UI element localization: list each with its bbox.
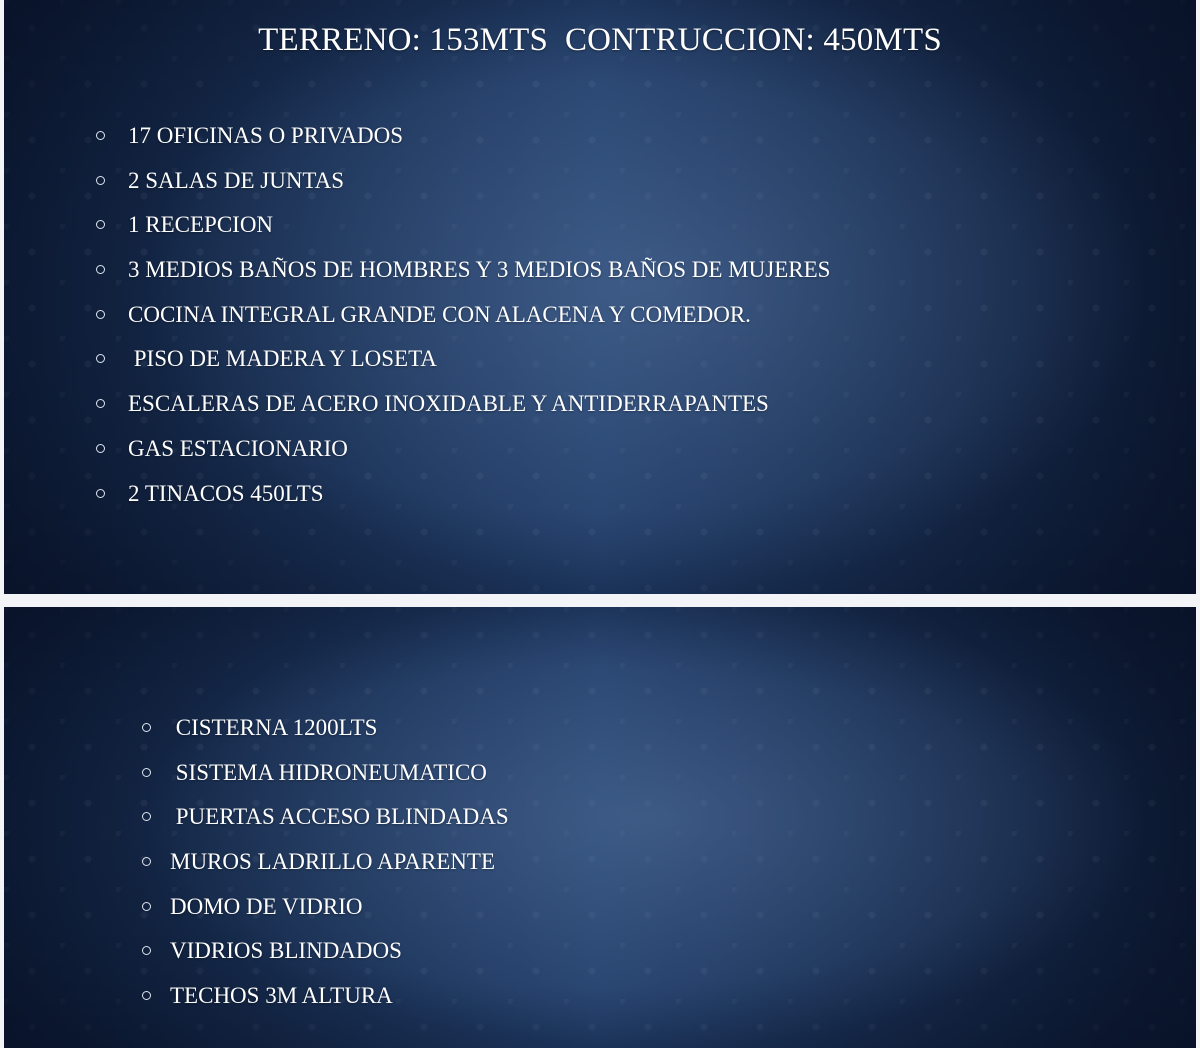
circle-bullet-icon <box>142 991 151 1000</box>
circle-bullet-icon <box>142 768 151 777</box>
circle-bullet-icon <box>96 444 105 453</box>
slide-title: TERRENO: 153MTS CONTRUCCION: 450MTS <box>258 22 942 58</box>
circle-bullet-icon <box>96 220 105 229</box>
slide-top: TERRENO: 153MTS CONTRUCCION: 450MTS 17 OFICINAS O PRIVADOS 2 SALAS DE JUNTAS 1 RECEPCION 3 MEDIOS BAÑOS DE HOMBRES Y 3 MEDIOS BAÑOS DE MUJERES COCINA INTEGRAL GRANDE CON ALACENA Y COMEDOR. PISO DE MADERA Y LOSETA ESCALERAS DE ACERO INOXIDABLE Y ANTIDERRAPANTES GAS ESTACIONARIO 2 TINACOS 450LTS <box>4 0 1196 594</box>
circle-bullet-icon <box>96 489 105 498</box>
circle-bullet-icon <box>96 399 105 408</box>
slide-bottom: CISTERNA 1200LTS SISTEMA HIDRONEUMATICO PUERTAS ACCESO BLINDADAS MUROS LADRILLO APARENTE DOMO DE VIDRIO VIDRIOS BLINDADOS TECHOS 3M ALTURA <box>4 607 1196 1048</box>
circle-bullet-icon <box>96 265 105 274</box>
circle-bullet-icon <box>96 176 105 185</box>
circle-bullet-icon <box>142 857 151 866</box>
circle-bullet-icon <box>142 812 151 821</box>
circle-bullet-icon <box>142 723 151 732</box>
circle-bullet-icon <box>96 354 105 363</box>
circle-bullet-icon <box>142 946 151 955</box>
circle-bullet-icon <box>142 902 151 911</box>
circle-bullet-icon <box>96 131 105 140</box>
circle-bullet-icon <box>96 310 105 319</box>
